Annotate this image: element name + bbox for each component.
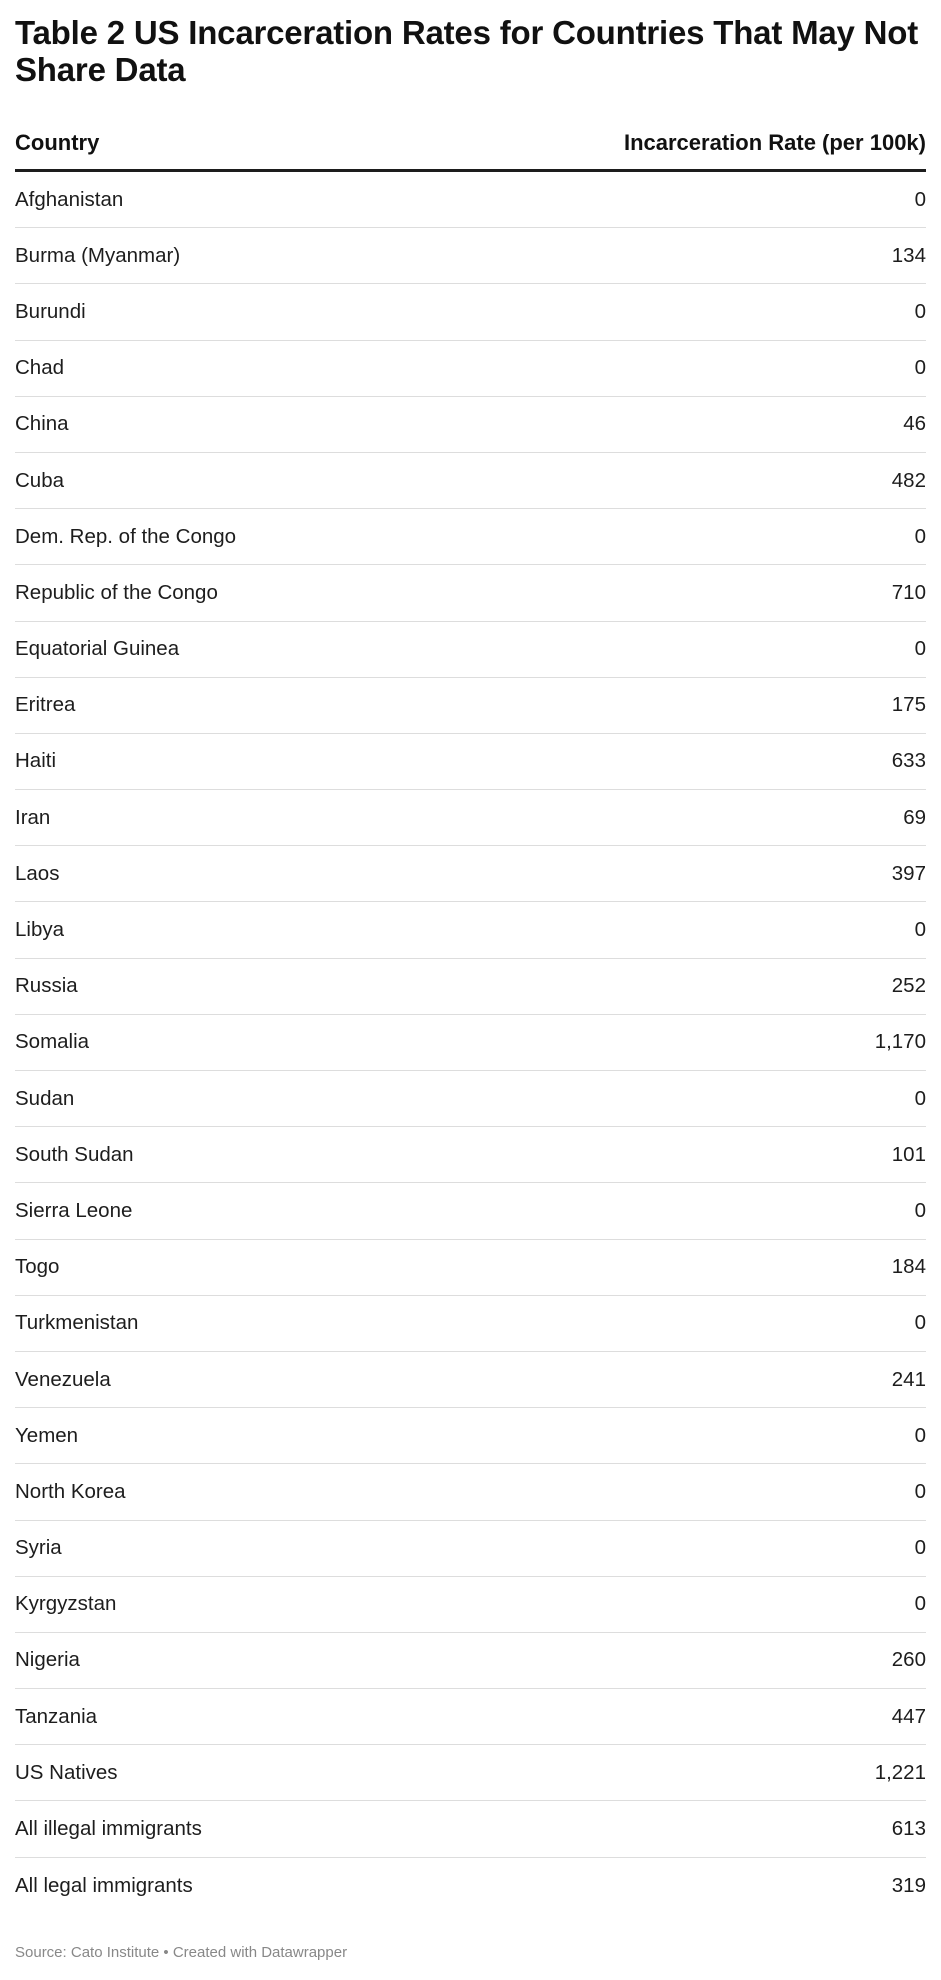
table-row	[15, 1521, 926, 1577]
table-row	[15, 565, 926, 621]
rate-cell: 447	[891, 1704, 926, 1728]
table-row	[15, 453, 926, 509]
table-body	[15, 172, 926, 1914]
country-cell: Togo	[15, 1255, 60, 1279]
country-cell: Tanzania	[15, 1704, 98, 1728]
rate-cell: 0	[914, 1423, 926, 1447]
rate-cell: 134	[891, 243, 926, 267]
rate-cell: 175	[891, 693, 926, 717]
country-cell: Syria	[15, 1536, 62, 1560]
rate-cell: 482	[891, 468, 926, 492]
table-row	[15, 622, 926, 678]
rate-cell: 260	[891, 1648, 926, 1672]
table-row	[15, 1183, 926, 1239]
country-cell: Kyrgyzstan	[15, 1592, 117, 1616]
table-row	[15, 1071, 926, 1127]
rate-cell: 1,221	[874, 1760, 926, 1784]
table-row	[15, 284, 926, 340]
country-cell: Burma (Myanmar)	[15, 243, 181, 267]
country-cell: Libya	[15, 918, 65, 942]
column-header-country[interactable]: Country	[15, 130, 100, 155]
rate-cell: 0	[914, 918, 926, 942]
country-cell: Equatorial Guinea	[15, 637, 180, 661]
table-row	[15, 678, 926, 734]
country-cell: Russia	[15, 974, 78, 998]
table-row	[15, 1408, 926, 1464]
rate-cell: 101	[891, 1142, 926, 1166]
country-cell: China	[15, 412, 69, 436]
page-title: Table 2 US Incarceration Rates for Countries That May Not Share Data	[15, 14, 919, 88]
country-cell: Somalia	[15, 1030, 90, 1054]
table-row	[15, 1577, 926, 1633]
country-cell: Cuba	[15, 468, 65, 492]
country-cell: Republic of the Congo	[15, 580, 218, 604]
table-row	[15, 341, 926, 397]
source-footer: Source: Cato Institute • Created with Datawrapper	[15, 1944, 348, 1961]
country-cell: Afghanistan	[15, 187, 124, 211]
country-cell: Nigeria	[15, 1648, 80, 1672]
country-cell: Sierra Leone	[15, 1198, 133, 1222]
table-row	[15, 1801, 926, 1857]
rate-cell: 241	[891, 1367, 926, 1391]
rate-cell: 0	[914, 1536, 926, 1560]
table-row	[15, 1633, 926, 1689]
data-table	[15, 128, 926, 1914]
table-row	[15, 1858, 926, 1914]
table-row	[15, 1464, 926, 1520]
table-row	[15, 509, 926, 565]
country-cell: US Natives	[15, 1760, 118, 1784]
rate-cell: 0	[914, 1198, 926, 1222]
country-cell: All illegal immigrants	[15, 1817, 202, 1841]
table-row	[15, 1745, 926, 1801]
rate-cell: 252	[891, 974, 926, 998]
table-row	[15, 1352, 926, 1408]
column-header-rate[interactable]: Incarceration Rate (per 100k)	[623, 130, 926, 155]
rate-cell: 0	[914, 356, 926, 380]
table-row	[15, 228, 926, 284]
rate-cell: 319	[891, 1873, 926, 1897]
table-row	[15, 1015, 926, 1071]
rate-cell: 46	[903, 412, 926, 436]
rate-cell: 397	[891, 861, 926, 885]
country-cell: South Sudan	[15, 1142, 134, 1166]
country-cell: North Korea	[15, 1479, 126, 1503]
rate-cell: 69	[903, 805, 926, 829]
table-row	[15, 1127, 926, 1183]
table-row	[15, 1240, 926, 1296]
table-row	[15, 902, 926, 958]
table-row	[15, 1689, 926, 1745]
country-cell: Burundi	[15, 299, 86, 323]
country-cell: All legal immigrants	[15, 1873, 193, 1897]
country-cell: Chad	[15, 356, 65, 380]
country-cell: Yemen	[15, 1423, 79, 1447]
rate-cell: 0	[914, 637, 926, 661]
country-cell: Iran	[15, 805, 51, 829]
rate-cell: 184	[891, 1255, 926, 1279]
rate-cell: 613	[891, 1817, 926, 1841]
rate-cell: 633	[891, 749, 926, 773]
table-row	[15, 846, 926, 902]
rate-cell: 710	[891, 580, 926, 604]
rate-cell: 0	[914, 1592, 926, 1616]
country-cell: Sudan	[15, 1086, 75, 1110]
table-row	[15, 397, 926, 453]
table-row	[15, 1296, 926, 1352]
rate-cell: 0	[914, 524, 926, 548]
table-row	[15, 790, 926, 846]
country-cell: Turkmenistan	[15, 1311, 139, 1335]
rate-cell: 1,170	[874, 1030, 926, 1054]
rate-cell: 0	[914, 187, 926, 211]
table-row	[15, 959, 926, 1015]
table-row	[15, 172, 926, 228]
country-cell: Haiti	[15, 749, 57, 773]
rate-cell: 0	[914, 1311, 926, 1335]
country-cell: Laos	[15, 861, 60, 885]
rate-cell: 0	[914, 299, 926, 323]
country-cell: Dem. Rep. of the Congo	[15, 524, 237, 548]
table-header	[15, 128, 926, 172]
country-cell: Venezuela	[15, 1367, 111, 1391]
rate-cell: 0	[914, 1479, 926, 1503]
rate-cell: 0	[914, 1086, 926, 1110]
table-row	[15, 734, 926, 790]
country-cell: Eritrea	[15, 693, 76, 717]
